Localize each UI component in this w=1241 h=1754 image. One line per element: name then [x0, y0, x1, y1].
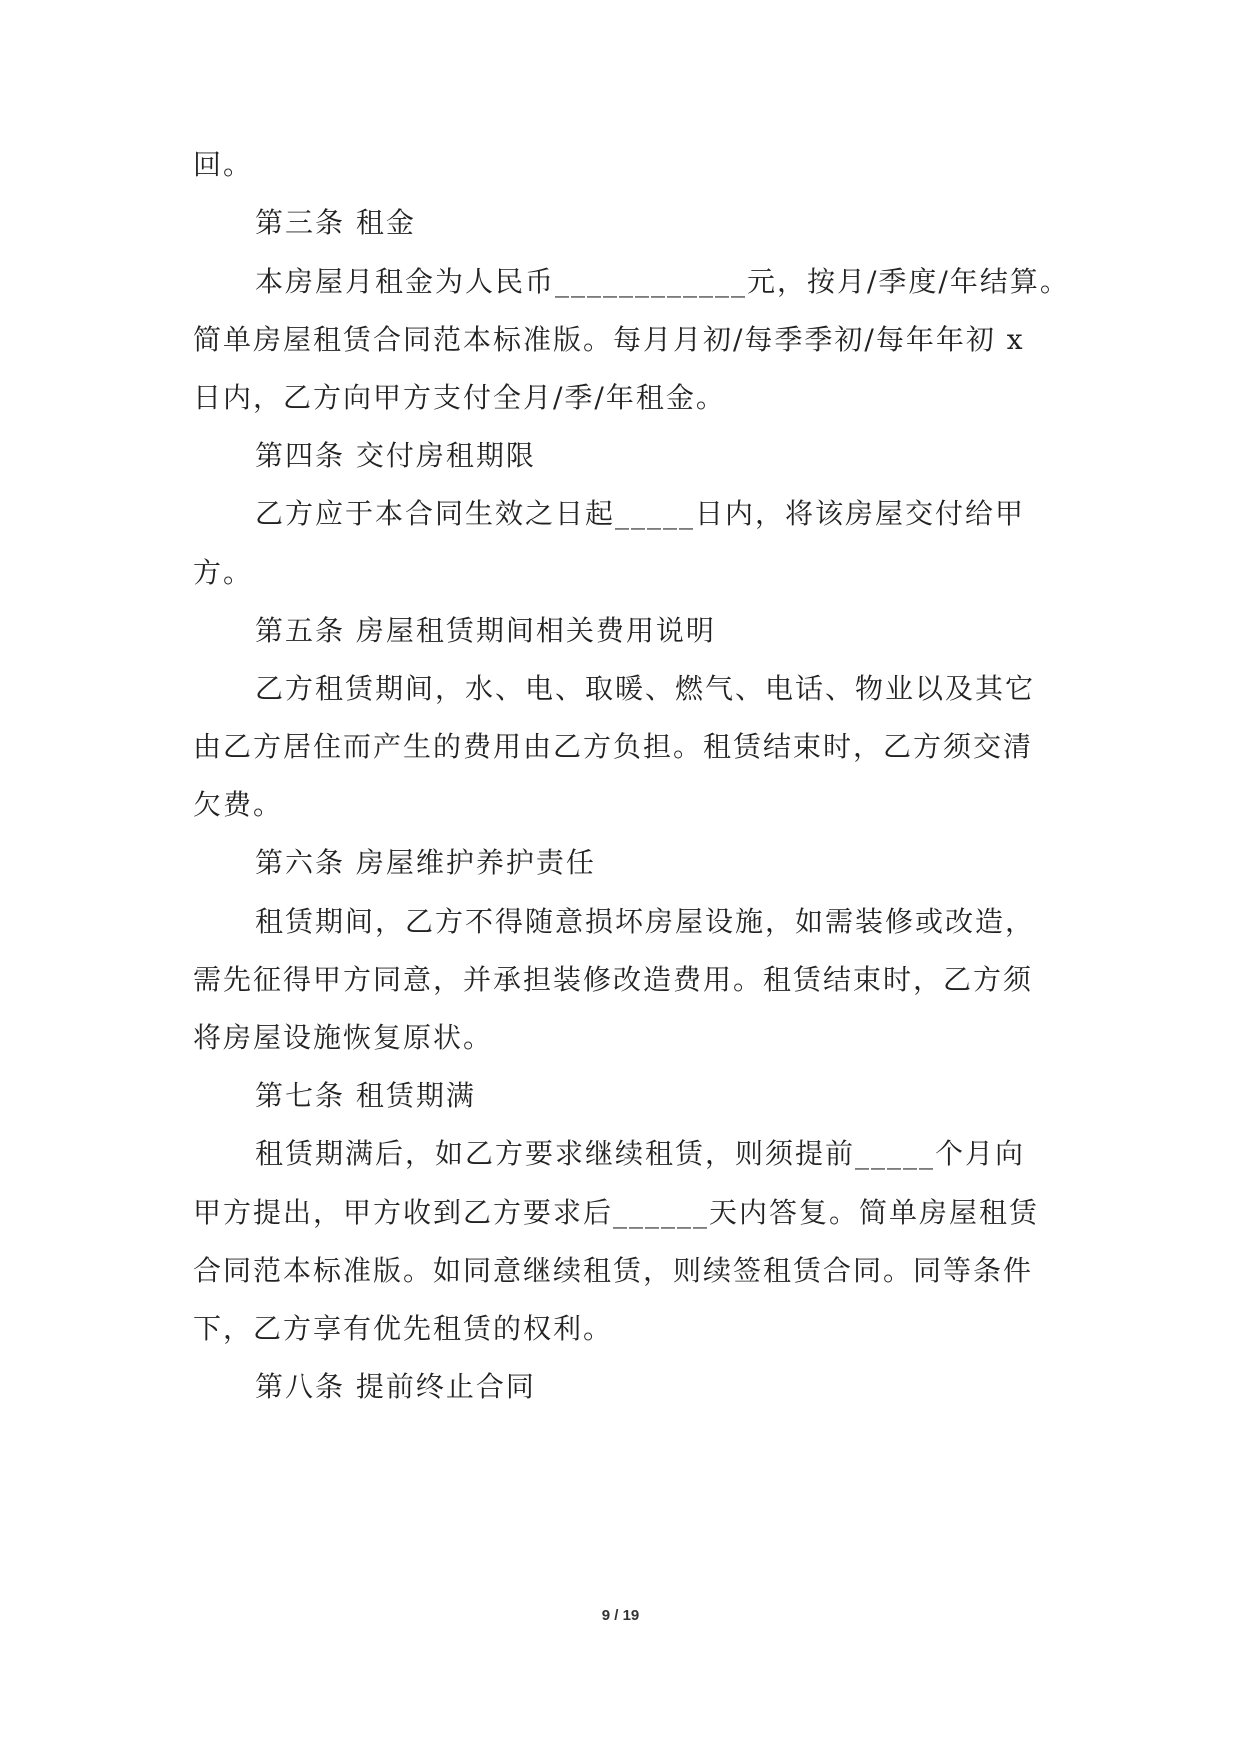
section-heading-article-8: 第八条 提前终止合同: [255, 1370, 536, 1403]
text-line: 租赁期满后，如乙方要求继续租赁，则须提前_____个月向: [255, 1137, 1026, 1170]
text-line: 甲方提出，甲方收到乙方要求后______天内答复。简单房屋租赁: [193, 1196, 1040, 1229]
section-heading-article-5: 第五条 房屋租赁期间相关费用说明: [255, 614, 716, 647]
text-line: 下，乙方享有优先租赁的权利。: [193, 1312, 614, 1345]
text-line: 需先征得甲方同意，并承担装修改造费用。租赁结束时，乙方须: [193, 963, 1034, 996]
page-number: 9 / 19: [601, 1607, 640, 1624]
text-line: 由乙方居住而产生的费用由乙方负担。租赁结束时，乙方须交清: [193, 730, 1034, 763]
text-line: 乙方租赁期间，水、电、取暖、燃气、电话、物业以及其它: [255, 672, 1036, 705]
text-line: 简单房屋租赁合同范本标准版。每月月初/每季季初/每年年初 x: [193, 323, 1025, 356]
text-line: 回。: [193, 148, 254, 181]
text-line: 日内，乙方向甲方支付全月/季/年租金。: [193, 381, 726, 414]
section-heading-article-4: 第四条 交付房租期限: [255, 439, 536, 472]
text-line: 合同范本标准版。如同意继续租赁，则续签租赁合同。同等条件: [193, 1254, 1034, 1287]
text-line: 方。: [193, 556, 254, 589]
text-line: 欠费。: [193, 788, 284, 821]
text-line: 将房屋设施恢复原状。: [193, 1021, 494, 1054]
section-heading-article-3: 第三条 租金: [255, 206, 416, 239]
text-line: 本房屋月租金为人民币____________元，按月/季度/年结算。: [255, 265, 1070, 298]
text-line: 乙方应于本合同生效之日起_____日内，将该房屋交付给甲: [255, 497, 1026, 530]
section-heading-article-6: 第六条 房屋维护养护责任: [255, 846, 596, 879]
section-heading-article-7: 第七条 租赁期满: [255, 1079, 476, 1112]
text-line: 租赁期间，乙方不得随意损坏房屋设施，如需装修或改造，: [255, 905, 1036, 938]
